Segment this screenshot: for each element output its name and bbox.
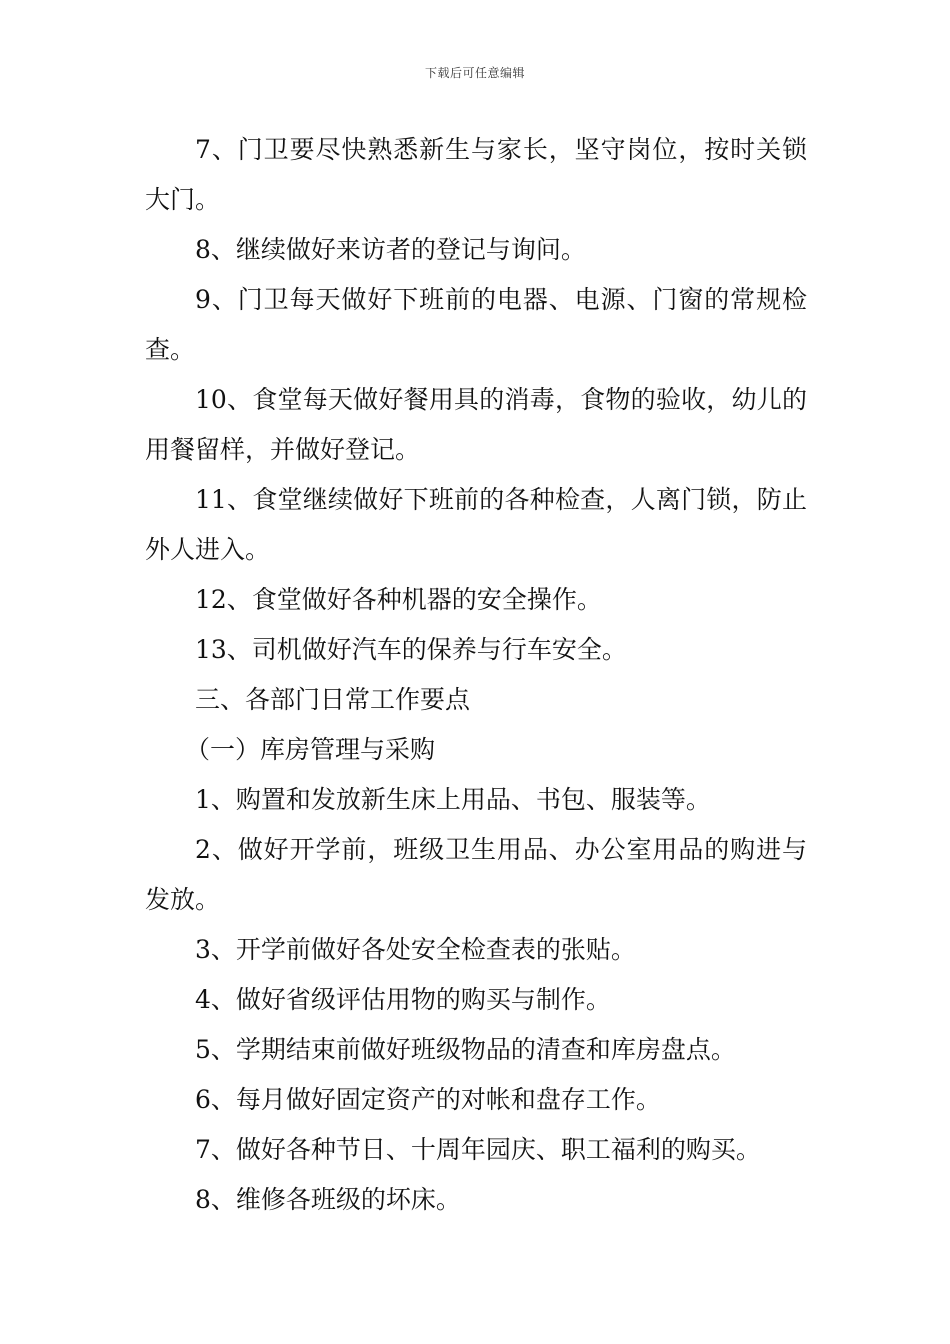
- paragraph-item-8-visitors: 8、继续做好来访者的登记与询问。: [195, 235, 586, 264]
- paragraph-item-6-assets: 6、每月做好固定资产的对帐和盘存工作。: [195, 1085, 661, 1114]
- paragraph-item-3-safety-sheets: 3、开学前做好各处安全检查表的张贴。: [195, 935, 636, 964]
- paragraph-item-13-driver: 13、司机做好汽车的保养与行车安全。: [195, 635, 627, 664]
- paragraph-item-4-evaluation: 4、做好省级评估用物的购买与制作。: [195, 985, 611, 1014]
- paragraph-item-2-supplies: 2、做好开学前，班级卫生用品、办公室用品的购进与发放。: [145, 835, 807, 914]
- paragraph-item-8-repair: 8、维修各班级的坏床。: [195, 1185, 461, 1214]
- paragraph-item-5-inventory: 5、学期结束前做好班级物品的清查和库房盘点。: [195, 1035, 736, 1064]
- paragraph-item-11-canteen-check: 11、食堂继续做好下班前的各种检查，人离门锁，防止外人进入。: [145, 485, 807, 564]
- paragraph-item-10-canteen: 10、食堂每天做好餐用具的消毒，食物的验收，幼儿的用餐留样，并做好登记。: [145, 385, 807, 464]
- paragraph-item-7-festivals: 7、做好各种节日、十周年园庆、职工福利的购买。: [195, 1135, 761, 1164]
- paragraph-item-9-inspection: 9、门卫每天做好下班前的电器、电源、门窗的常规检查。: [145, 285, 807, 364]
- page-header: 下载后可任意编辑: [424, 66, 525, 80]
- paragraph-item-1-purchase: 1、购置和发放新生床上用品、书包、服装等。: [195, 785, 711, 814]
- section-heading-daily-work: 三、各部门日常工作要点: [195, 685, 471, 714]
- subsection-heading-warehouse: （一）库房管理与采购: [185, 735, 436, 764]
- paragraph-item-12-machines: 12、食堂做好各种机器的安全操作。: [195, 585, 602, 614]
- document-body: [145, 125, 807, 1225]
- paragraph-item-7-gate: 7、门卫要尽快熟悉新生与家长，坚守岗位，按时关锁大门。: [145, 135, 807, 214]
